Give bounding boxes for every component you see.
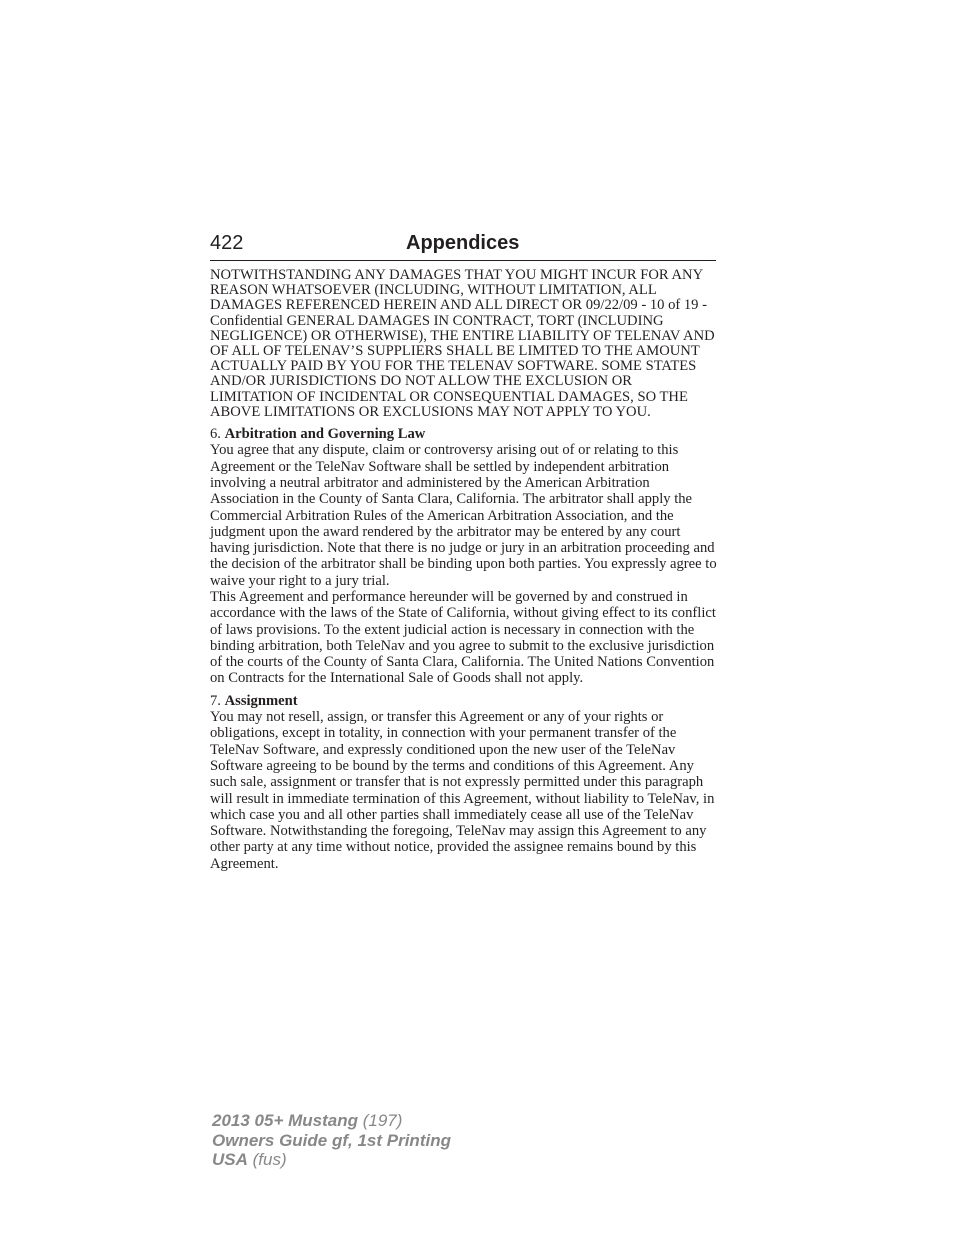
section-7-paragraph-1: You may not resell, assign, or transfer this Agreement or any of your rights or obligations, except in totality, in connection with your permanent transfer of the TeleNav Software, and expressly conditioned upon the new user of the TeleNav Software agreeing to be bound by the terms and conditions of this Agreement. Any such sale, assignment or transfer that is not expressly permitted under this paragraph will result in immediate termination of this Agreement, without liability to TeleNav, in which case you and all other parties shall immediately cease all use of the TeleNav Software. Notwithstanding the foregoing, TeleNav may assign this Agreement to any other party at any time without notice, provided the assignee remains bound by this Agreement. (210, 709, 715, 872)
section-7-heading (210, 693, 718, 709)
section-6-number: 6. (210, 426, 221, 443)
page-title: Appendices (406, 232, 520, 254)
page-header (210, 229, 716, 261)
section-7-title: Assignment (224, 692, 298, 709)
section-6-paragraph-1: You agree that any dispute, claim or controversy arising out of or relating to this Agreement or the TeleNav Software shall be settled by independent arbitration involving a neutral arbitrator and administered by the American Arbitration Association in the County of Santa Clara, California. The arbitrator shall apply the Commercial Arbitration Rules of the American Arbitration Association, and the judgment upon the award rendered by the arbitrator may be entered by any court having jurisdiction. Note that there is no judge or jury in an arbitration proceeding and the decision of the arbitrator shall be binding upon both parties. You expressly agree to waive your right to a jury trial. (210, 442, 717, 589)
section-7-number: 7. (210, 692, 221, 709)
footer-line-2 (212, 1131, 451, 1151)
section-6-paragraph-2: This Agreement and performance hereunder will be governed by and construed in accordance with the laws of the State of California, without giving effect to its conflict of laws provisions. To the extent judicial action is necessary in connection with the binding arbitration, both TeleNav and you agree to submit to the exclusive jurisdiction of the courts of the County of Santa Clara, California. The United Nations Convention on Contracts for the International Sale of Goods shall not apply. (210, 589, 716, 687)
footer-market: USA (212, 1150, 248, 1169)
footer-line-3 (212, 1150, 451, 1170)
limitation-paragraph: NOTWITHSTANDING ANY DAMAGES THAT YOU MIGHT INCUR FOR ANY REASON WHATSOEVER (INCLUDING, WITHOUT LIMITATION, ALL DAMAGES REFERENCED HEREIN AND ALL DIRECT OR 09/22/09 - 10 of 19 - Confidential GENERAL DAMAGES IN CONTRACT, TORT (INCLUDING NEGLIGENCE) OR OTHERWISE), THE ENTIRE LIABILITY OF TELENAV AND OF ALL OF TELENAV’S SUPPLIERS SHALL BE LIMITED TO THE AMOUNT ACTUALLY PAID BY YOU FOR THE TELENAV SOFTWARE. SOME STATES AND/OR JURISDICTIONS DO NOT ALLOW THE EXCLUSION OR LIMITATION OF INCIDENTAL OR CONSEQUENTIAL DAMAGES, SO THE ABOVE LIMITATIONS OR EXCLUSIONS MAY NOT APPLY TO YOU. (210, 267, 715, 420)
print-footer (212, 1111, 451, 1170)
footer-market-code: (fus) (252, 1150, 287, 1169)
section-6-title: Arbitration and Governing Law (224, 426, 426, 443)
footer-line-1 (212, 1111, 451, 1131)
page-number: 422 (210, 232, 244, 254)
footer-guide: Owners Guide gf, 1st Printing (212, 1130, 451, 1150)
section-6-heading (210, 426, 718, 442)
footer-model-code: (197) (362, 1111, 403, 1130)
page-content (210, 268, 718, 872)
footer-model: 2013 05+ Mustang (212, 1111, 358, 1130)
